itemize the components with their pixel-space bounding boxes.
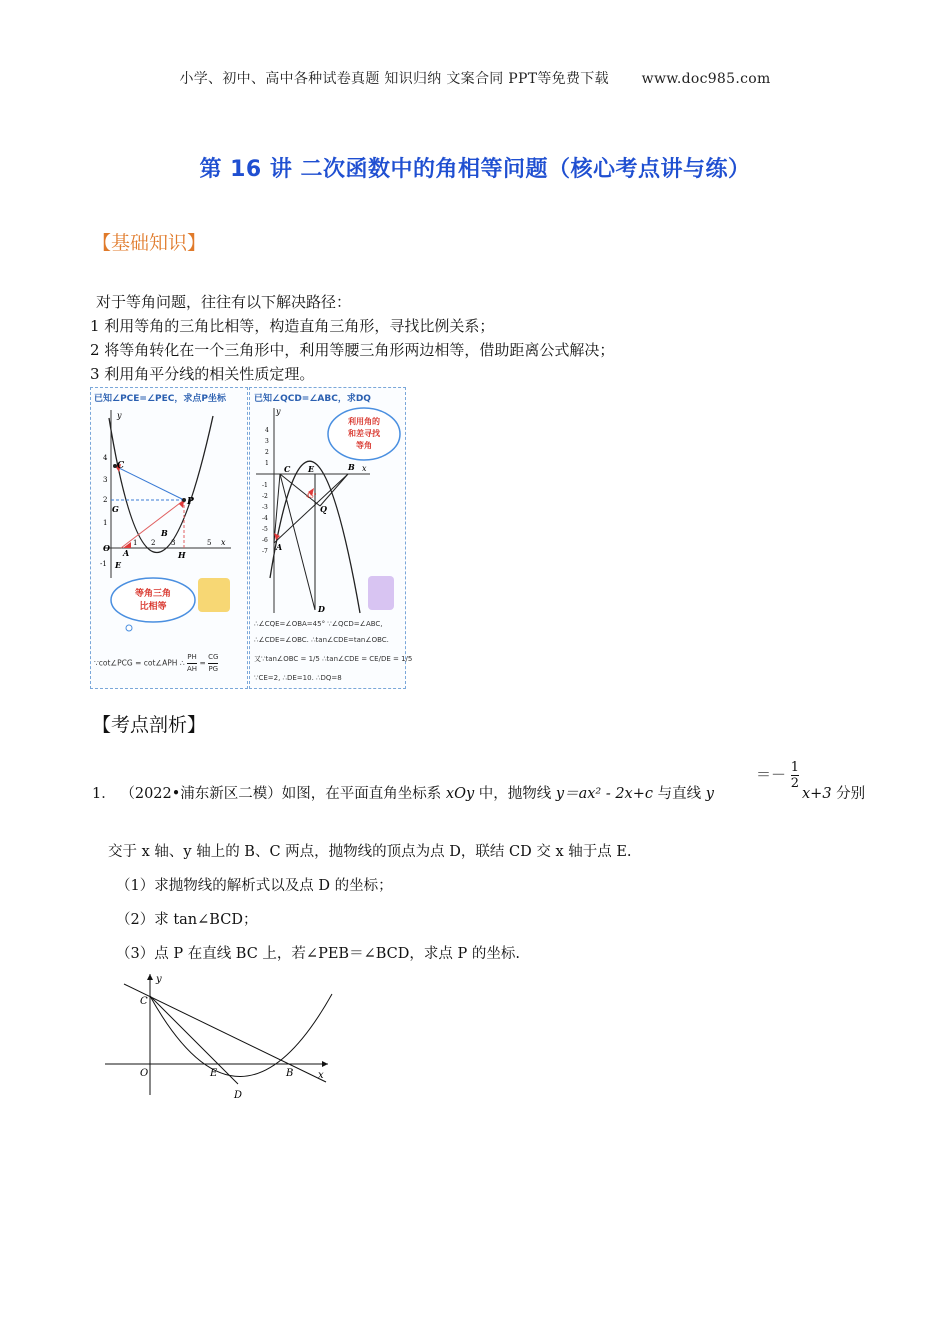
right-note-3: 又∵tan∠OBC = 1/5 ∴tan∠CDE = CE/DE = 1/5 (254, 655, 413, 663)
question-1-line-2: 交于 x 轴、y 轴上的 B、C 两点，抛物线的顶点为点 D，联结 CD 交 x 轴于点 E. (108, 844, 632, 860)
question-end: 分别 (836, 786, 866, 802)
right-label-q: Q (320, 504, 327, 514)
figure-left-graph (91, 388, 247, 688)
question-1-sub-2: （2）求 tan∠BCD； (116, 912, 258, 928)
right-label-b: B (348, 462, 355, 472)
figure-right-caption: 已知∠QCD=∠ABC，求DQ (254, 394, 371, 404)
right-tick-m1: -1 (262, 482, 268, 489)
right-tick-4: 4 (265, 427, 269, 434)
right-cloud-text-3: 等角 (356, 440, 372, 450)
figure-left-panel (90, 387, 248, 689)
right-label-c: C (284, 464, 291, 474)
left-xtick-1: 1 (133, 539, 138, 547)
left-label-p: P (187, 497, 194, 507)
basics-item-3: 3 利用角平分线的相关性质定理。 (90, 365, 315, 383)
right-label-d: D (318, 604, 325, 614)
left-label-o: O (103, 543, 110, 553)
line-ca (274, 474, 280, 543)
figure-right-panel (249, 387, 413, 689)
figure-left-caption: 已知∠PCE=∠PEC，求点P坐标 (94, 394, 226, 404)
page-title: 第 16 讲 二次函数中的角相等问题（核心考点讲与练） (199, 157, 751, 182)
frac1-den: AH (187, 665, 198, 673)
right-tick-m2: -2 (262, 493, 268, 500)
question-1-figure (100, 970, 340, 1105)
left-frac-1 (187, 652, 197, 675)
right-label-a: A (276, 542, 283, 552)
question-1-sub-3: （3）点 P 在直线 BC 上，若∠PEB＝∠BCD，求点 P 的坐标. (116, 946, 520, 962)
left-formula-prefix: ∵cot∠PCG = cot∠APH ∴ (94, 658, 185, 668)
right-tick-m3: -3 (262, 504, 268, 511)
analysis-heading: 【考点剖析】 (92, 714, 207, 736)
q-label-x: x (318, 1070, 324, 1081)
question-line-y: y (705, 786, 714, 802)
right-note-2: ∴∠CDE=∠OBC. ∴tan∠CDE=tan∠OBC. (254, 636, 389, 644)
q-label-y: y (156, 974, 162, 985)
left-xtick-5: 5 (207, 539, 212, 547)
right-tick-1: 1 (265, 460, 269, 467)
basics-intro: 对于等角问题，往往有以下解决路径： (96, 293, 352, 311)
left-label-a: A (123, 548, 130, 558)
q-y-arrow (147, 974, 153, 980)
right-tick-m6: -6 (262, 537, 268, 544)
right-angle-label: 45° (306, 493, 317, 500)
left-sticker (198, 578, 230, 612)
right-note-1: ∴∠CQE=∠OBA=45° ∵∠QCD=∠ABC, (254, 620, 383, 628)
left-label-e: E (115, 560, 122, 570)
point-p (182, 498, 186, 502)
question-line-eq: ＝－ (756, 765, 787, 784)
left-tick-m1: -1 (100, 560, 107, 568)
question-mid: 中，抛物线 (478, 786, 552, 802)
left-label-h: H (178, 550, 186, 560)
frac1-num: PH (187, 652, 197, 664)
basics-item-1: 1 利用等角的三角比相等，构造直角三角形，寻找比例关系； (90, 317, 495, 335)
header-site[interactable]: www.doc985.com (641, 71, 771, 87)
left-tick-4: 4 (103, 454, 108, 462)
left-tick-1: 1 (103, 519, 108, 527)
frac2-num: CG (208, 652, 218, 664)
question-frac-den: 2 (790, 776, 800, 791)
left-tick-2: 2 (103, 496, 108, 504)
right-tick-m7: -7 (262, 548, 268, 555)
q-label-e: E (210, 1068, 218, 1079)
right-label-x: x (362, 464, 367, 473)
right-tick-2: 2 (265, 449, 269, 456)
right-label-y: y (276, 407, 281, 416)
question-number: 1． (92, 786, 116, 802)
question-mid2: 与直线 (657, 786, 702, 802)
left-label-x: x (221, 538, 226, 547)
left-label-c: C (117, 461, 125, 471)
left-label-b: B (161, 528, 168, 538)
right-sticker (368, 576, 394, 610)
left-cloud-text-2: 比相等 (139, 602, 167, 612)
question-line-tail-wrap (802, 782, 865, 803)
left-frac-2 (208, 652, 218, 675)
right-note-4: ∵CE=2, ∴DE=10. ∴DQ=8 (254, 674, 342, 682)
frac2-den: PG (208, 665, 219, 673)
left-tick-3: 3 (103, 476, 108, 484)
left-formula: ∵cot∠PCG = cot∠APH ∴ $\frac{PH}{AH}$ = $\frac{CG}{PG}$ (94, 653, 219, 673)
question-xoy: xOy (445, 786, 475, 802)
left-xtick-2: 2 (151, 539, 156, 547)
basics-heading: 【基础知识】 (92, 232, 207, 254)
right-tick-m5: -5 (262, 526, 268, 533)
right-tick-m4: -4 (262, 515, 268, 522)
question-frac-num: 1 (790, 760, 800, 775)
q-line-bc (124, 984, 326, 1082)
question-1-line-1 (92, 782, 714, 803)
left-label-y: y (117, 411, 122, 420)
question-line-frac (791, 760, 799, 791)
left-cloud-text-1: 等角三角 (134, 589, 172, 599)
line-cp (115, 466, 184, 500)
question-line-tail: x+3 (802, 786, 832, 802)
q-label-o: O (140, 1068, 149, 1079)
left-cloud (111, 578, 195, 622)
right-cloud-text-1: 利用角的 (348, 416, 380, 426)
page-header (0, 68, 950, 88)
question-line-formula (756, 760, 799, 791)
question-source: （2022•浦东新区二模）如图，在平面直角坐标系 (120, 786, 442, 802)
question-1-sub-1: （1）求抛物线的解析式以及点 D 的坐标； (116, 878, 393, 894)
basics-item-2: 2 将等角转化在一个三角形中，利用等腰三角形两边相等，借助距离公式解决； (90, 341, 615, 359)
q-label-d: D (234, 1090, 243, 1101)
q-line-cd (150, 996, 238, 1084)
question-parabola: y＝ax² - 2x+c (555, 786, 654, 802)
q-label-c: C (140, 996, 148, 1007)
left-label-g: G (112, 504, 119, 514)
q-x-arrow (322, 1061, 328, 1067)
q-label-b: B (286, 1068, 294, 1079)
right-cloud-text-2: 和差寻找 (348, 428, 380, 438)
left-xtick-3: 3 (171, 539, 176, 547)
right-label-e: E (308, 464, 315, 474)
right-tick-3: 3 (265, 438, 269, 445)
figure-right-graph (250, 388, 405, 618)
line-qb (320, 474, 348, 506)
left-cloud-dot (126, 625, 132, 631)
header-text: 小学、初中、高中各种试卷真题 知识归纳 文案合同 PPT等免费下载 (179, 71, 609, 87)
